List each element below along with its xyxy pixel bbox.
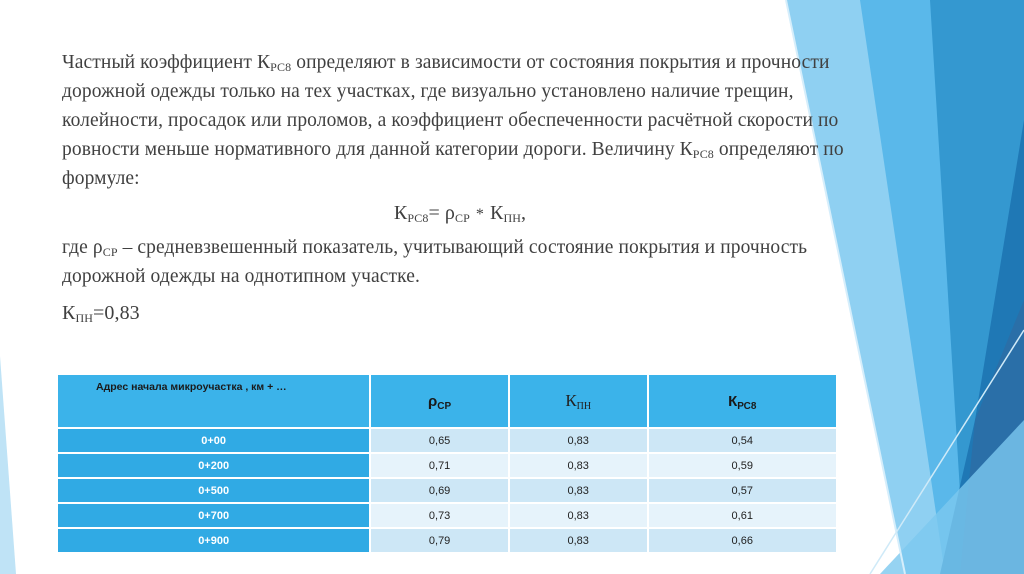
header-krs xyxy=(648,374,837,428)
header-address: Адрес начала микроучастка , км + … xyxy=(57,374,370,428)
left-wedge-shape xyxy=(0,356,16,574)
cell-krs: 0,57 xyxy=(648,478,837,503)
subscript: РС8 xyxy=(737,400,757,412)
formula-symbol: К xyxy=(490,202,504,224)
formula-operator: * xyxy=(475,206,485,223)
formula-symbol: = ρ xyxy=(428,202,456,224)
subscript: ПН xyxy=(576,401,592,412)
subscript: ПН xyxy=(503,211,522,225)
cell-rho: 0,79 xyxy=(370,528,509,553)
table-header-row xyxy=(57,374,837,428)
cell-krs: 0,59 xyxy=(648,453,837,478)
table-row xyxy=(57,478,837,503)
header-symbol: ρ xyxy=(428,392,438,410)
cell-address: 0+500 xyxy=(57,478,370,503)
formula-symbol: , xyxy=(521,202,527,224)
subscript: СР xyxy=(102,245,118,259)
paragraph-text: определяют в зависимости от состояния покрытия и прочности дорожной одежды только на тех участках, где визуально установлено наличие трещин, колейности, просадок или проломов, а коэффициент обеспеченности расчётной скорости по ровности меньше нормативного для данной категории дороги. Величину К xyxy=(62,52,839,160)
table-row xyxy=(57,528,837,553)
paragraph-text: Частный коэффициент К xyxy=(62,52,271,73)
knp-number: =0,83 xyxy=(93,302,140,324)
cell-address: 0+00 xyxy=(57,428,370,453)
paragraph-text: определяют по формуле: xyxy=(62,139,844,189)
paragraph-text: – средневзвешенный показатель, учитывающий состояние покрытия и прочность дорожной одежды на однотипном участке. xyxy=(62,237,808,287)
subscript: РС8 xyxy=(270,60,292,74)
subscript: СР xyxy=(437,400,452,412)
cell-kpn: 0,83 xyxy=(509,428,648,453)
header-symbol: К xyxy=(728,392,738,410)
paragraph-definition xyxy=(62,48,852,193)
header-kpn xyxy=(509,374,648,428)
cell-address: 0+200 xyxy=(57,453,370,478)
cell-kpn: 0,83 xyxy=(509,453,648,478)
coefficients-table xyxy=(56,373,838,554)
formula-symbol: К xyxy=(62,302,76,324)
cell-krs: 0,66 xyxy=(648,528,837,553)
subscript: РС8 xyxy=(407,211,429,225)
table-row xyxy=(57,453,837,478)
cell-krs: 0,61 xyxy=(648,503,837,528)
subscript: РС8 xyxy=(692,147,714,161)
cell-krs: 0,54 xyxy=(648,428,837,453)
cell-kpn: 0,83 xyxy=(509,478,648,503)
knp-value xyxy=(62,299,852,328)
cell-address: 0+700 xyxy=(57,503,370,528)
formula-symbol: К xyxy=(393,202,408,224)
table-row xyxy=(57,428,837,453)
cell-kpn: 0,83 xyxy=(509,503,648,528)
header-symbol: К xyxy=(565,391,577,410)
subscript: ПН xyxy=(75,311,93,325)
cell-rho: 0,73 xyxy=(370,503,509,528)
table-row xyxy=(57,503,837,528)
cell-kpn: 0,83 xyxy=(509,528,648,553)
cell-address: 0+900 xyxy=(57,528,370,553)
cell-rho: 0,65 xyxy=(370,428,509,453)
formula xyxy=(62,199,852,229)
paragraph-where xyxy=(62,233,852,291)
header-rho xyxy=(370,374,509,428)
cell-rho: 0,71 xyxy=(370,453,509,478)
cell-rho: 0,69 xyxy=(370,478,509,503)
paragraph-text: где ρ xyxy=(62,237,103,258)
slide-body xyxy=(62,48,852,328)
subscript: СР xyxy=(455,211,470,225)
